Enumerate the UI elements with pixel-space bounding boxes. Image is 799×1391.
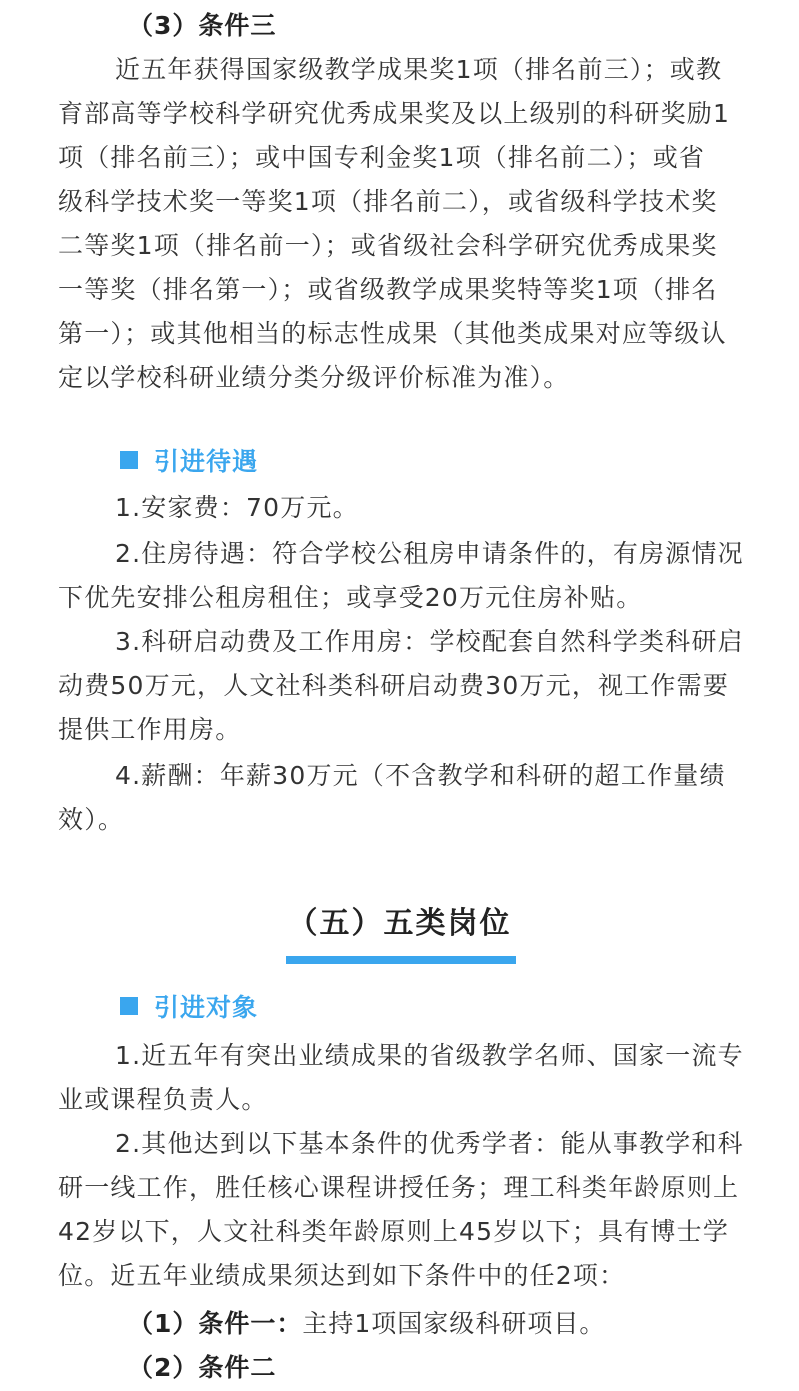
condition-1-label: （1）条件一： xyxy=(128,1309,303,1338)
benefit-item-line: 2.住房待遇：符合学校公租房申请条件的，有房源情况 xyxy=(115,539,744,568)
condition-3-line: 定以学校科研业绩分类分级评价标准为准）。 xyxy=(58,363,570,392)
recruit-heading xyxy=(120,984,258,1028)
section-title: （五）五类岗位 xyxy=(287,906,512,941)
condition-1-row xyxy=(128,1302,605,1346)
condition-3-heading: （3）条件三 xyxy=(128,11,277,40)
condition-3-line: 项（排名前三）；或中国专利金奖1项（排名前二）；或省 xyxy=(58,143,706,172)
recruit-item-line: 1.近五年有突出业绩成果的省级教学名师、国家一流专 xyxy=(115,1041,744,1070)
recruit-heading-label: 引进对象 xyxy=(154,993,259,1022)
condition-3-line: 级科学技术奖一等奖1项（排名前二），或省级科学技术奖 xyxy=(58,187,718,216)
recruit-item-line: 研一线工作，胜任核心课程讲授任务；理工科类年龄原则上 xyxy=(58,1173,740,1202)
benefit-item-line: 动费50万元，人文社科类科研启动费30万元，视工作需要 xyxy=(58,671,730,700)
condition-3-line: 一等奖（排名第一）；或省级教学成果奖特等奖1项（排名 xyxy=(58,275,718,304)
condition-3-line: 育部高等学校科学研究优秀成果奖及以上级别的科研奖励1 xyxy=(58,99,731,128)
condition-2-label: （2）条件二 xyxy=(128,1353,277,1382)
benefit-item-line: 效）。 xyxy=(58,805,125,834)
recruit-item-line: 2.其他达到以下基本条件的优秀学者：能从事教学和科 xyxy=(115,1129,744,1158)
benefit-item-line: 4.薪酬：年薪30万元（不含教学和科研的超工作量绩 xyxy=(115,761,726,790)
square-bullet-icon xyxy=(120,451,138,469)
section-title-underline xyxy=(286,956,516,964)
recruit-item-line: 业或课程负责人。 xyxy=(58,1085,268,1114)
square-bullet-icon xyxy=(120,997,138,1015)
recruit-item-line: 位。近五年业绩成果须达到如下条件中的任2项： xyxy=(58,1261,626,1290)
condition-3-line: 近五年获得国家级教学成果奖1项（排名前三）；或教 xyxy=(115,55,723,84)
recruit-item-line: 42岁以下，人文社科类年龄原则上45岁以下；具有博士学 xyxy=(58,1217,730,1246)
benefit-item-line: 提供工作用房。 xyxy=(58,715,242,744)
condition-3-line: 第一）；或其他相当的标志性成果（其他类成果对应等级认 xyxy=(58,319,727,348)
benefits-heading xyxy=(120,438,258,482)
benefit-item-line: 下优先安排公租房租住；或享受20万元住房补贴。 xyxy=(58,583,643,612)
condition-2-row xyxy=(128,1346,276,1390)
benefit-item-line: 1.安家费：70万元。 xyxy=(115,493,359,522)
benefit-item-line: 3.科研启动费及工作用房：学校配套自然科学类科研启 xyxy=(115,627,744,656)
benefits-heading-label: 引进待遇 xyxy=(154,447,259,476)
condition-1-text: 主持1项国家级科研项目。 xyxy=(302,1309,606,1338)
condition-3-line: 二等奖1项（排名前一）；或省级社会科学研究优秀成果奖 xyxy=(58,231,718,260)
